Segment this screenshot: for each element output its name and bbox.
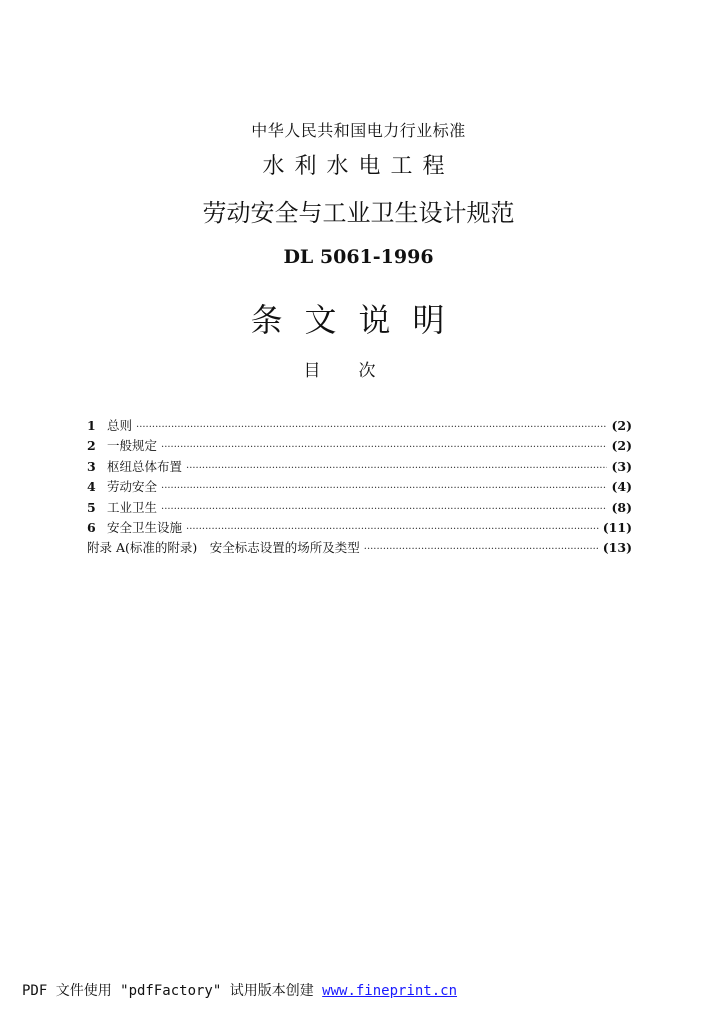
toc-entry[interactable] <box>87 416 632 436</box>
toc-entry-page: (13) <box>602 540 632 556</box>
toc-entry[interactable] <box>87 498 632 518</box>
toc-entry-page: (11) <box>602 519 632 535</box>
toc-entry-title: 安全卫生设施 <box>107 519 183 535</box>
toc-entry-page: (2) <box>611 438 632 454</box>
table-of-contents <box>87 416 632 559</box>
toc-entry-title: 枢纽总体布置 <box>107 458 183 474</box>
pdf-footer <box>22 980 457 1000</box>
toc-leader-dots <box>364 544 599 555</box>
toc-entry-appendix[interactable] <box>87 538 632 558</box>
toc-entry-title: 劳动安全 <box>107 479 158 495</box>
toc-entry-page: (8) <box>611 499 632 515</box>
toc-entry[interactable] <box>87 457 632 477</box>
toc-entry-number: 2 <box>87 438 96 454</box>
toc-entry-title: 一般规定 <box>107 438 158 454</box>
toc-entry[interactable] <box>87 518 632 538</box>
toc-leader-dots <box>161 483 607 494</box>
issuing-organization: 中华人民共和国电力行业标准 <box>251 121 466 140</box>
toc-entry-number: 1 <box>87 418 96 433</box>
toc-leader-dots <box>161 442 607 453</box>
toc-entry-number: 4 <box>87 479 96 495</box>
section-title: 条文说明 <box>250 301 467 339</box>
toc-entry[interactable] <box>87 477 632 497</box>
toc-entry-number: 6 <box>87 519 96 535</box>
toc-heading: 目次 <box>303 361 414 381</box>
toc-entry-number: 5 <box>87 499 96 515</box>
toc-entry-title: 工业卫生 <box>107 499 158 515</box>
footer-link[interactable]: www.fineprint.cn <box>322 983 458 999</box>
toc-leader-dots <box>186 463 607 474</box>
footer-text: PDF 文件使用 "pdfFactory" 试用版本创建 <box>22 983 323 999</box>
toc-leader-dots <box>136 422 607 433</box>
document-title: 劳动安全与工业卫生设计规范 <box>202 199 515 227</box>
toc-entry-number: 3 <box>87 458 96 474</box>
toc-entry-page: (2) <box>611 418 632 433</box>
toc-entry[interactable] <box>87 436 632 456</box>
toc-leader-dots <box>161 504 607 515</box>
toc-entry-page: (4) <box>611 479 632 495</box>
toc-entry-page: (3) <box>611 458 632 474</box>
toc-entry-title: 总则 <box>107 418 133 433</box>
standard-code: DL 5061-1996 <box>283 246 434 268</box>
toc-entry-title: 附录 A(标准的附录) 安全标志设置的场所及类型 <box>87 540 360 556</box>
toc-leader-dots <box>186 524 599 535</box>
document-category: 水利水电工程 <box>262 154 455 179</box>
